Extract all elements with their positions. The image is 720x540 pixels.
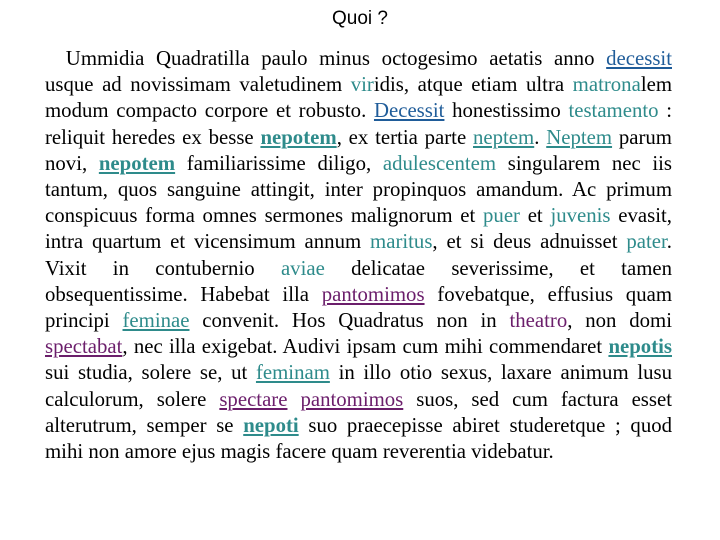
- highlighted-word: neptem: [473, 125, 535, 149]
- passage-text: , non domi: [567, 309, 672, 333]
- passage-text: fovebatque, effusius quam principi: [45, 282, 672, 333]
- highlighted-word: Decessit: [373, 99, 445, 123]
- highlighted-word: nepotem: [260, 125, 337, 149]
- passage-text: suos, sed cum factura esset alterutrum, semper se: [45, 387, 672, 437]
- passage-text: . Vixit in contubernio: [45, 230, 672, 280]
- highlighted-word: matrona: [572, 73, 641, 97]
- highlighted-word: pater: [626, 230, 667, 254]
- passage-text: : reliquit heredes ex besse: [45, 99, 673, 149]
- passage-text: sui studia, solere se, ut: [45, 361, 256, 385]
- highlighted-word: pantomimos: [321, 282, 425, 306]
- highlighted-word: feminam: [255, 361, 330, 385]
- latin-passage: [45, 46, 672, 465]
- passage-text: .: [534, 125, 547, 149]
- passage-text: idis, atque etiam ultra: [373, 73, 573, 97]
- passage-text: , et si deus adnuisset: [432, 230, 627, 254]
- passage-text: suo praecepisse abiret studeretque ; quod mihi non amore ejus magis facere quam reverentia videbatur.: [45, 413, 673, 464]
- passage-text: convenit. Hos Quadratus non in: [189, 309, 510, 333]
- passage-text: singularem nec iis tantum, quos sanguine attingit, inter propinquos amandum. Ac primum conspicuus forma omnes sermones malignorum et: [45, 151, 673, 228]
- highlighted-word: nepotis: [608, 335, 672, 359]
- passage-text: familiarissime diligo,: [175, 151, 383, 175]
- passage-text: delicatae severissime, et tamen obsequentissime. Habebat illa: [45, 256, 672, 306]
- highlighted-word: pantomimos: [300, 387, 404, 411]
- highlighted-word: adulescentem: [382, 151, 497, 175]
- highlighted-word: puer: [483, 204, 520, 228]
- highlighted-word: aviae: [280, 256, 325, 280]
- passage-text: et: [519, 204, 551, 228]
- passage-text: usque ad novissimam valetudinem: [45, 73, 351, 97]
- passage-text: [287, 388, 300, 411]
- highlighted-word: vir: [350, 73, 374, 97]
- highlighted-word: nepotem: [98, 151, 176, 175]
- slide-title: Quoi ?: [332, 8, 388, 29]
- passage-text: parum novi,: [45, 125, 672, 175]
- highlighted-word: decessit: [606, 47, 672, 70]
- passage-text: in illo otio sexus, laxare animum lusu calculorum, solere: [45, 361, 672, 411]
- highlighted-word: maritus: [370, 230, 433, 254]
- highlighted-word: testamento: [568, 99, 659, 123]
- passage-text: , nec illa exigebat. Audivi ipsam cum mihi commendaret: [122, 335, 609, 359]
- highlighted-word: theatro: [509, 309, 568, 333]
- highlighted-word: feminae: [122, 309, 190, 333]
- passage-text: lem modum compacto corpore et robusto.: [45, 73, 672, 123]
- passage-text: honestissimo: [444, 99, 569, 123]
- highlighted-word: juvenis: [550, 204, 611, 228]
- highlighted-word: spectabat: [45, 335, 123, 359]
- passage-text: Ummidia Quadratilla paulo minus octogesimo aetatis anno: [45, 47, 607, 70]
- highlighted-word: Neptem: [546, 125, 613, 149]
- passage-text: , ex tertia parte: [336, 125, 473, 149]
- passage-text: evasit, intra quartum et vicensimum annum: [45, 204, 672, 254]
- highlighted-word: nepoti: [243, 413, 299, 437]
- highlighted-word: spectare: [219, 387, 288, 411]
